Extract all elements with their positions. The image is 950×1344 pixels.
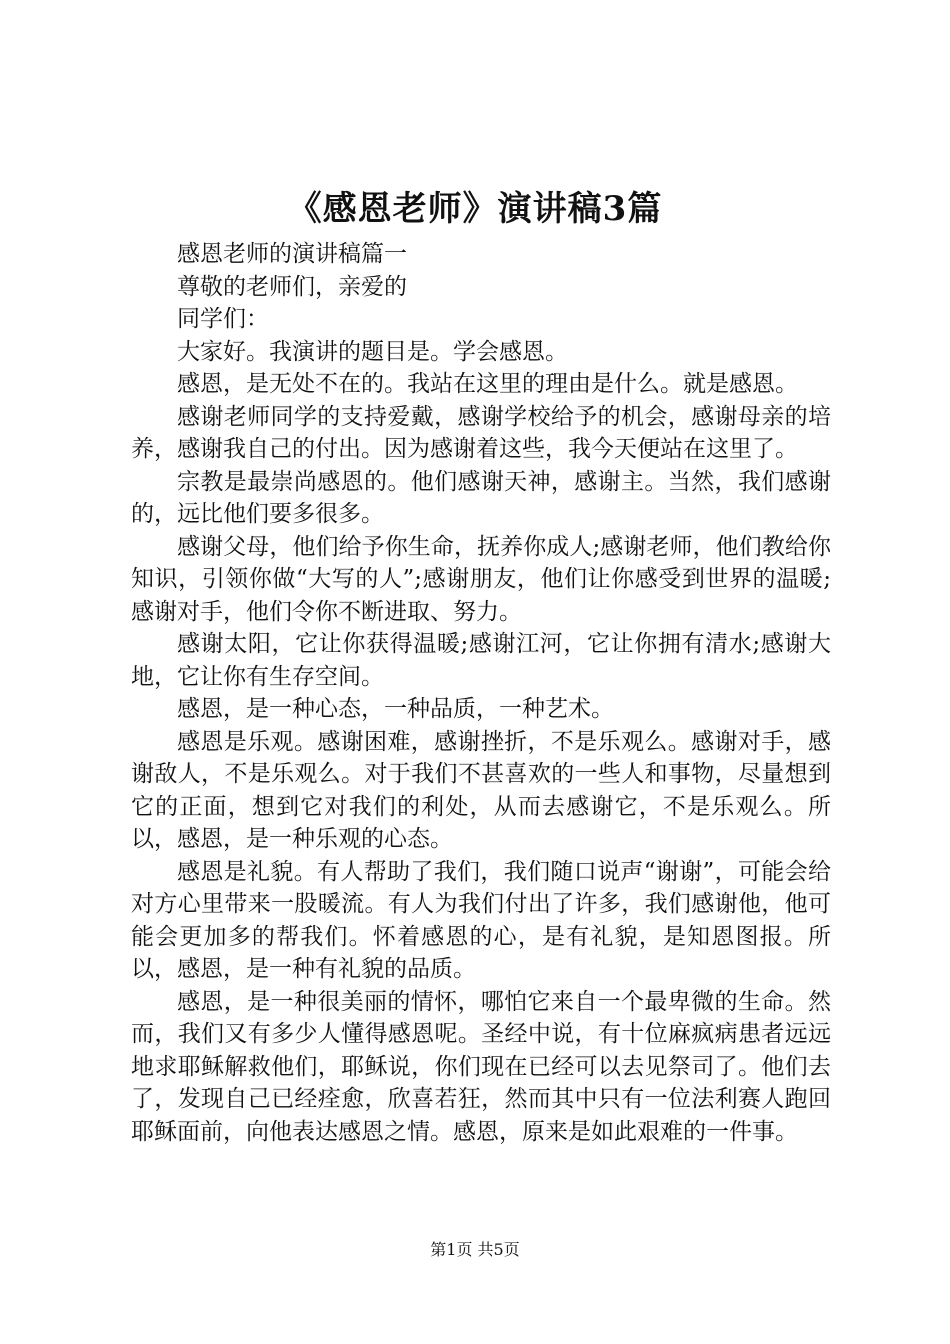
paragraph: 感恩，是无处不在的。我站在这里的理由是什么。就是感恩。 — [177, 371, 798, 397]
paragraph: 大家好。我演讲的题目是。学会感恩。 — [177, 338, 568, 365]
paragraph: 感谢老师同学的支持爱戴，感谢学校给予的机会，感谢母亲的培养，感谢我自己的付出。因为感谢着这些，我今天便站在这里了。 — [131, 403, 831, 462]
paragraph: 宗教是最崇尚感恩的。他们感谢天神，感谢主。当然，我们感谢的，远比他们要多很多。 — [131, 468, 831, 527]
paragraph: 感恩是乐观。感谢困难，感谢挫折，不是乐观么。感谢对手，感谢敌人，不是乐观么。对于我们不甚喜欢的一些人和事物，尽量想到它的正面，想到它对我们的利处，从而去感谢它，不是乐观么。所以，感恩，是一种乐观的心态。 — [131, 728, 831, 852]
document-body — [131, 238, 831, 1148]
paragraph: 感谢太阳，它让你获得温暖;感谢江河，它让你拥有清水;感谢大地，它让你有生存空间。 — [131, 631, 831, 690]
paragraph: 感恩是礼貌。有人帮助了我们，我们随口说声“谢谢”，可能会给对方心里带来一股暖流。有人为我们付出了许多，我们感谢他，他可能会更加多的帮我们。怀着感恩的心，是有礼貌，是知恩图报。所以，感恩，是一种有礼貌的品质。 — [131, 858, 831, 982]
document-title: 《感恩老师》演讲稿3篇 — [287, 189, 663, 229]
paragraph: 感谢父母，他们给予你生命，抚养你成人;感谢老师，他们教给你知识，引领你做“大写的人”;感谢朋友，他们让你感受到世界的温暖;感谢对手，他们令你不断进取、努力。 — [131, 533, 831, 625]
paragraph: 尊敬的老师们，亲爱的 — [177, 273, 407, 300]
paragraph: 感恩，是一种很美丽的情怀，哪怕它来自一个最卑微的生命。然而，我们又有多少人懂得感恩呢。圣经中说，有十位麻疯病患者远远地求耶稣解救他们，耶稣说，你们现在已经可以去见祭司了。他们去了，发现自己已经痊愈，欣喜若狂，然而其中只有一位法利赛人跑回耶稣面前，向他表达感恩之情。感恩，原来是如此艰难的一件事。 — [131, 988, 831, 1145]
paragraph: 同学们： — [177, 306, 269, 332]
page-footer: 第1页 共5页 — [430, 1240, 520, 1259]
paragraph: 感恩，是一种心态，一种品质，一种艺术。 — [177, 696, 614, 722]
paragraph: 感恩老师的演讲稿篇一 — [177, 241, 407, 267]
